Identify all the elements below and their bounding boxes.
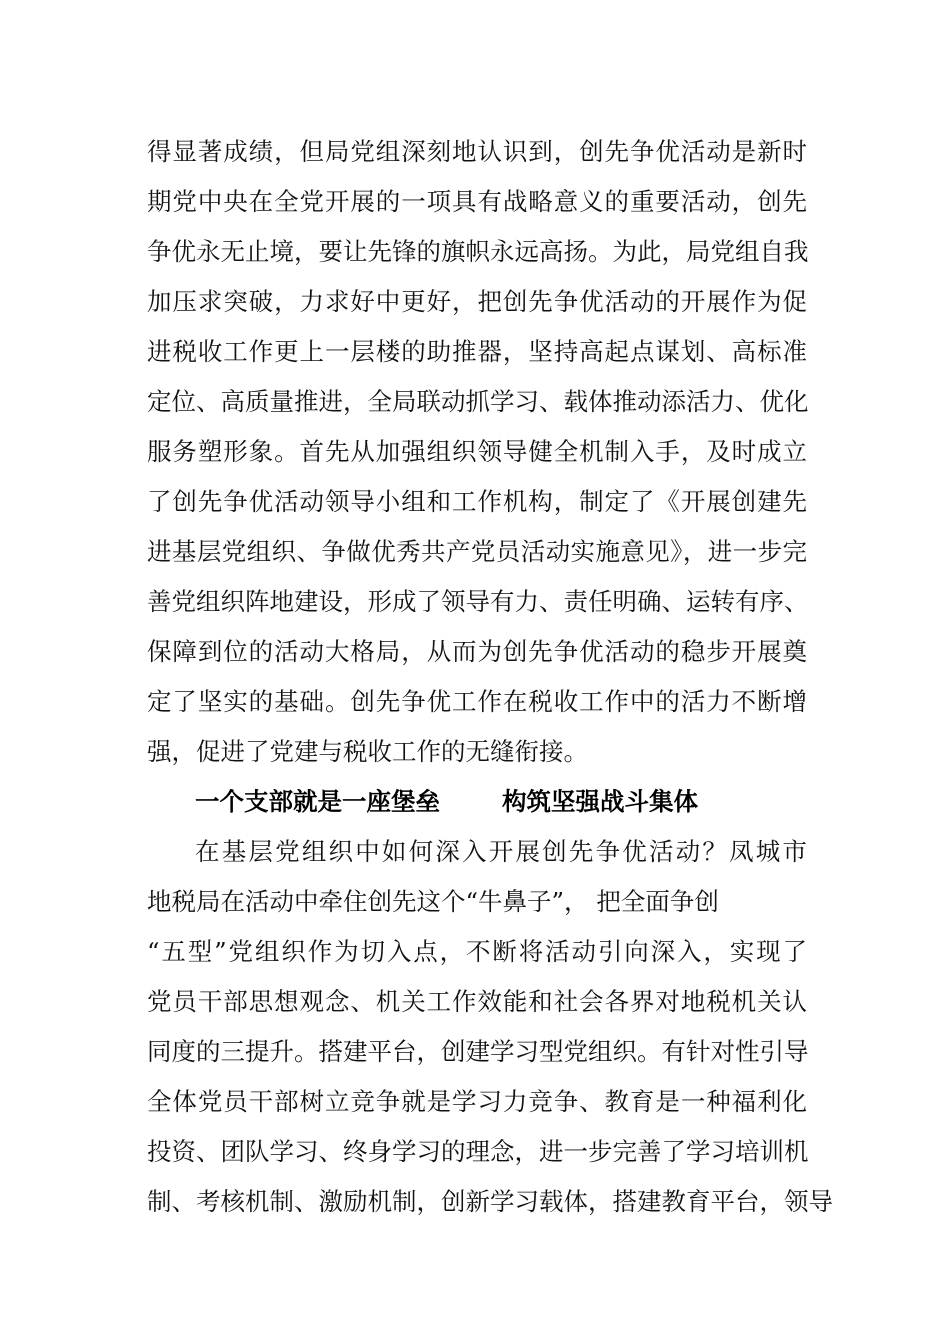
paragraph-1-line-5: 进税收工作更上一层楼的助推器，坚持高起点谋划、高标准 bbox=[147, 337, 807, 366]
paragraph-2-line-6: 全体党员干部树立竞争就是学习力竞争、教育是一种福利化 bbox=[147, 1087, 807, 1116]
paragraph-2-line-5: 同度的三提升。搭建平台，创建学习型党组织。有针对性引导 bbox=[147, 1037, 809, 1066]
paragraph-1-line-3: 争优永无止境，要让先锋的旗帜永远高扬。为此，局党组自我 bbox=[147, 237, 809, 266]
paragraph-1-line-1: 得显著成绩，但局党组深刻地认识到，创先争优活动是新时 bbox=[147, 137, 807, 166]
paragraph-1-line-10: 善党组织阵地建设，形成了领导有力、责任明确、运转有序、 bbox=[147, 587, 809, 616]
paragraph-2-line-3: “五型”党组织作为切入点，不断将活动引向深入，实现了 bbox=[147, 937, 807, 966]
section-heading-part-2: 构筑坚强战斗集体 bbox=[502, 787, 698, 816]
paragraph-1-line-9: 进基层党组织、争做优秀共产党员活动实施意见》，进一步完 bbox=[147, 537, 807, 566]
paragraph-1-line-12: 定了坚实的基础。创先争优工作在税收工作中的活力不断增 bbox=[147, 687, 807, 716]
paragraph-2-line-8: 制、考核机制、激励机制，创新学习载体，搭建教育平台，领导 bbox=[147, 1187, 833, 1216]
paragraph-1-line-11: 保障到位的活动大格局，从而为创先争优活动的稳步开展奠 bbox=[147, 637, 807, 666]
paragraph-1-line-6: 定位、高质量推进，全局联动抓学习、载体推动添活力、优化 bbox=[147, 387, 809, 416]
paragraph-2-line-1: 在基层党组织中如何深入开展创先争优活动？凤城市 bbox=[195, 837, 807, 866]
paragraph-1-line-8: 了创先争优活动领导小组和工作机构，制定了《开展创建先 bbox=[147, 487, 807, 516]
paragraph-2-line-7: 投资、团队学习、终身学习的理念，进一步完善了学习培训机 bbox=[147, 1137, 809, 1166]
section-heading bbox=[195, 782, 715, 822]
section-heading-part-1: 一个支部就是一座堡垒 bbox=[195, 787, 440, 816]
paragraph-1-line-2: 期党中央在全党开展的一项具有战略意义的重要活动，创先 bbox=[147, 187, 807, 216]
paragraph-1-line-4: 加压求突破，力求好中更好，把创先争优活动的开展作为促 bbox=[147, 287, 807, 316]
paragraph-1-line-13: 强，促进了党建与税收工作的无缝衔接。 bbox=[147, 737, 588, 766]
paragraph-2-line-4: 党员干部思想观念、机关工作效能和社会各界对地税机关认 bbox=[147, 987, 807, 1016]
paragraph-2-line-2: 地税局在活动中牵住创先这个“牛鼻子”， 把全面争创 bbox=[147, 887, 719, 916]
paragraph-1-line-7: 服务塑形象。首先从加强组织领导健全机制入手，及时成立 bbox=[147, 437, 807, 466]
